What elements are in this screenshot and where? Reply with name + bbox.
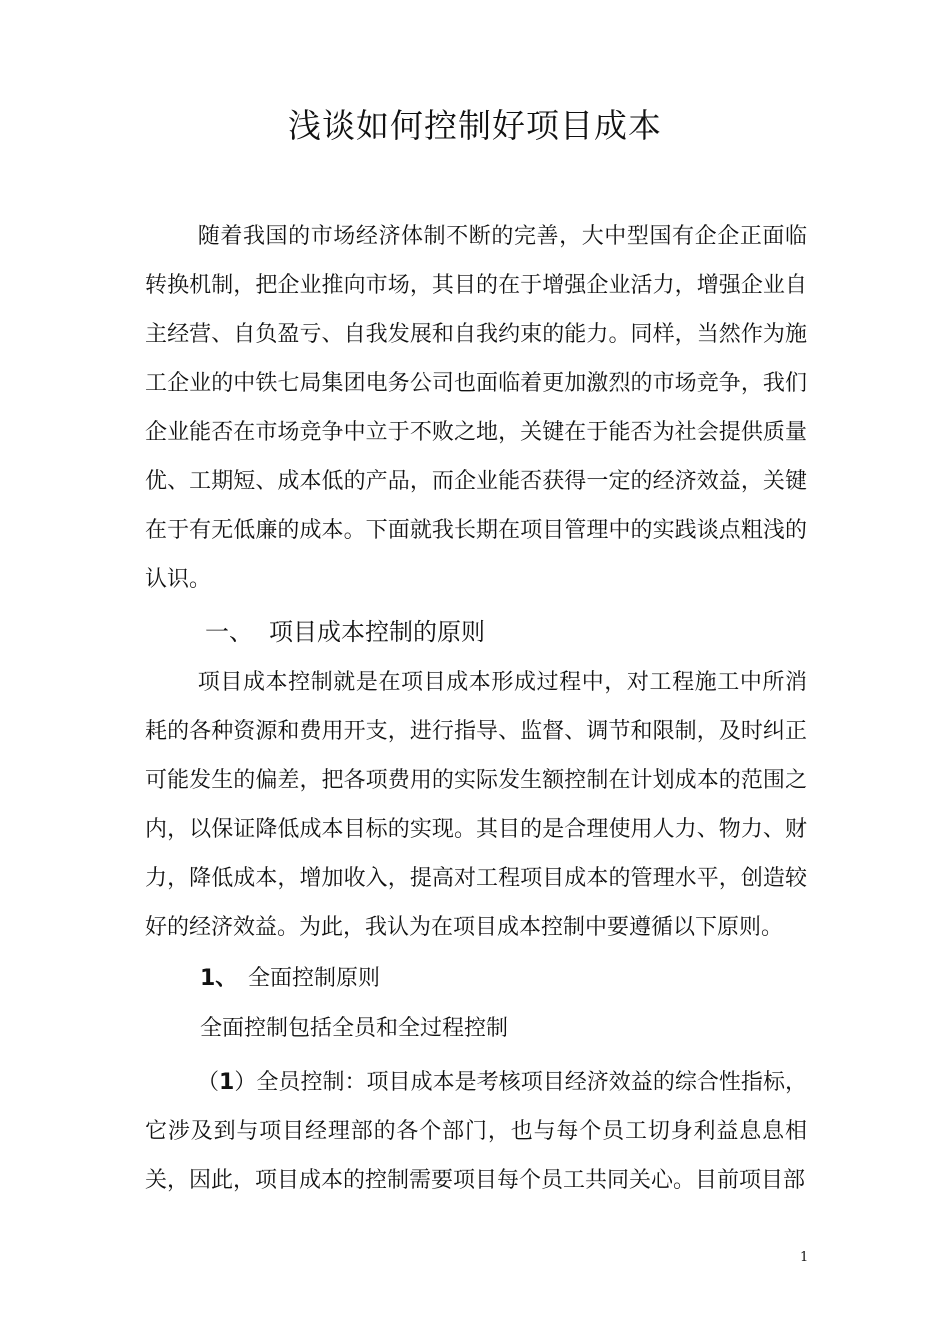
subsection-heading [200, 954, 380, 1003]
list-item [145, 1058, 807, 1205]
item-number: 1 [219, 1070, 235, 1095]
page-number: 1 [800, 1250, 809, 1265]
section-number: 一、 [205, 618, 253, 646]
item-open-paren: （ [197, 1070, 220, 1095]
document-title: 浅谈如何控制好项目成本 [288, 106, 662, 145]
section-paragraph: 项目成本控制就是在项目成本形成过程中，对工程施工中所消耗的各种资源和费用开支，进行指导、监督、调节和限制，及时纠正可能发生的偏差，把各项费用的实际发生额控制在计划成本的范围之内，以保证降低成本目标的实现。其目的是合理使用人力、物力、财力，降低成本，增加收入，提高对工程项目成本的管理水平，创造较好的经济效益。为此，我认为在项目成本控制中要遵循以下原则。 [145, 670, 807, 940]
section-heading [205, 608, 485, 657]
subsection-heading-text: 全面控制原则 [248, 966, 381, 991]
item-text: 全员控制：项目成本是考核项目经济效益的综合性指标，它涉及到与项目经理部的各个部门，也与每个员工切身利益息息相关，因此，项目成本的控制需要项目每个员工共同关心。目前项目部 [145, 1070, 807, 1193]
intro-paragraph: 随着我国的市场经济体制不断的完善，大中型国有企企正面临转换机制，把企业推向市场，其目的在于增强企业活力，增强企业自主经营、自负盈亏、自我发展和自我约束的能力。同样，当然作为施工企业的中铁七局集团电务公司也面临着更加激烈的市场竞争，我们企业能否在市场竞争中立于不败之地，关键在于能否为社会提供质量优、工期短、成本低的产品，而企业能否获得一定的经济效益，关键在于有无低廉的成本。下面就我长期在项目管理中的实践谈点粗浅的认识。 [145, 224, 807, 592]
section-heading-text: 项目成本控制的原则 [269, 618, 485, 646]
subsection-number: 1、 [200, 966, 238, 991]
item-close-paren: ） [234, 1070, 257, 1095]
subsection-summary: 全面控制包括全员和全过程控制 [200, 1016, 509, 1041]
